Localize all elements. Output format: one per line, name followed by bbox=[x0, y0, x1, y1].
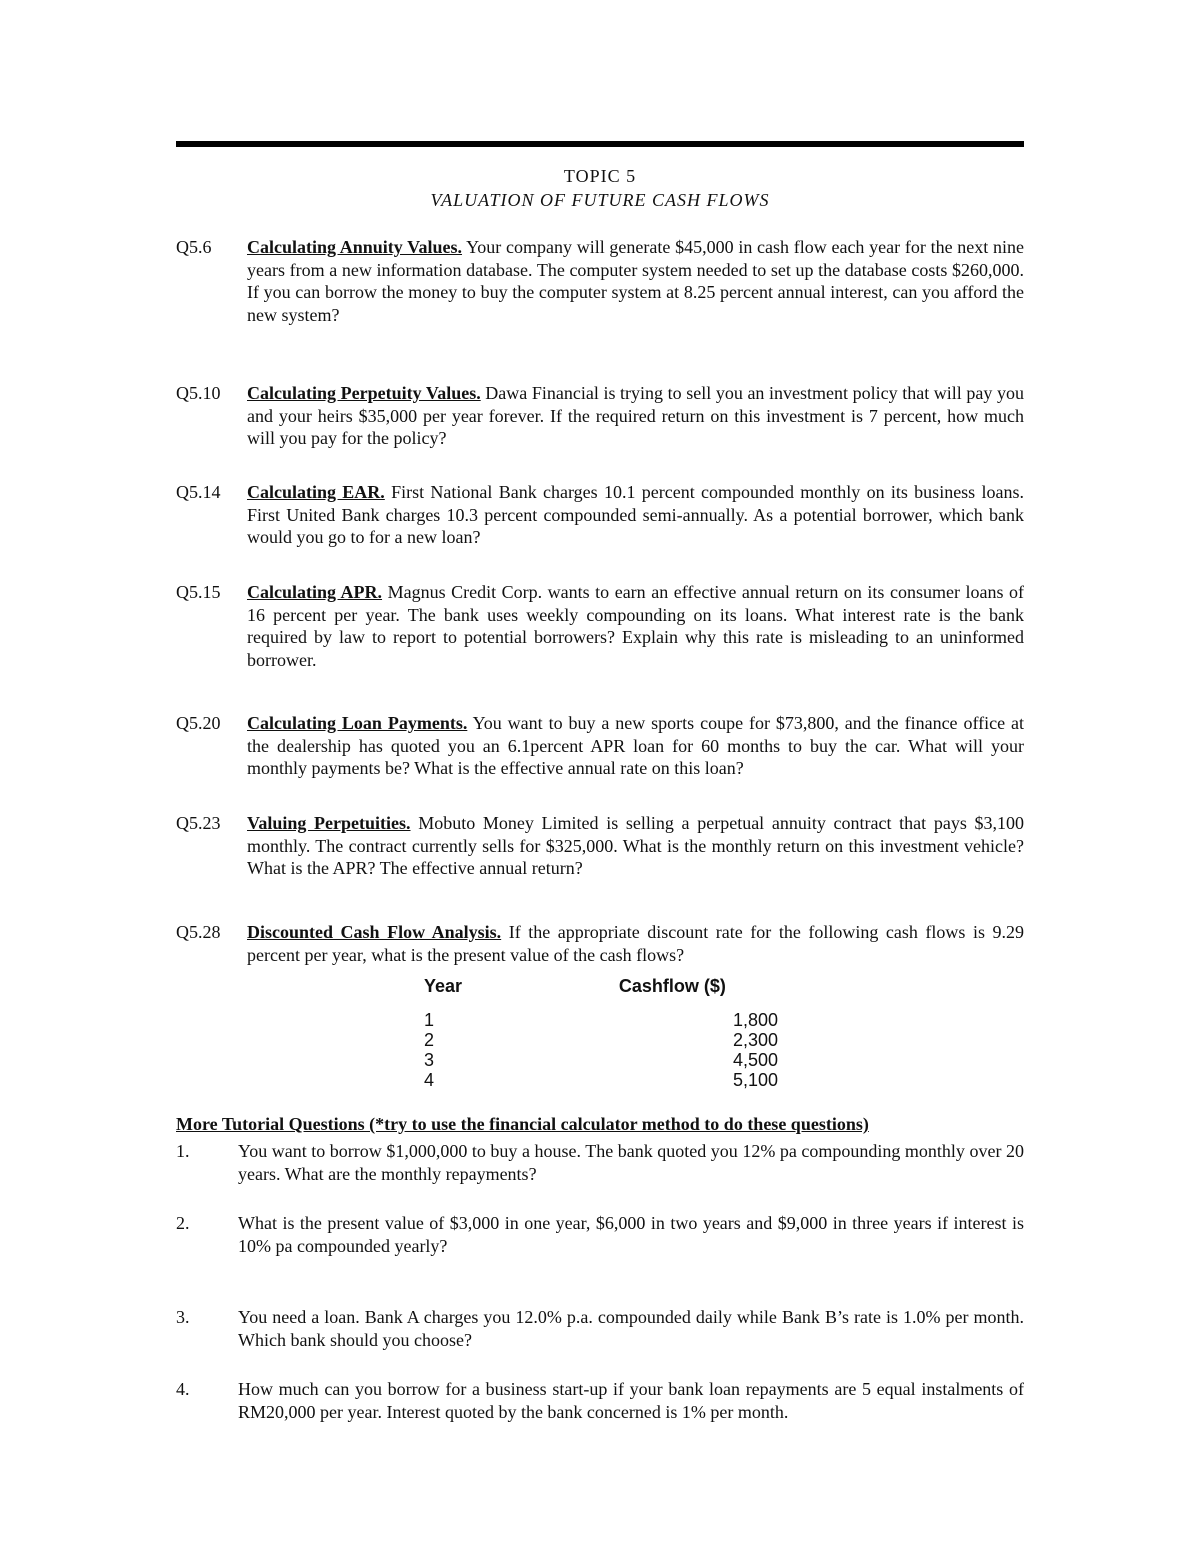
question-text: If the appropriate discount rate for the following cash flows is 9.29 percent per year, what is the present value of the cash flows? bbox=[247, 922, 1024, 965]
question-number: Q5.6 bbox=[176, 237, 212, 257]
cashflow-cell: 1,800 bbox=[732, 1010, 778, 1030]
question-title: Valuing Perpetuities. bbox=[247, 813, 411, 833]
question-body bbox=[247, 812, 1024, 880]
topic-number: TOPIC 5 bbox=[563, 166, 637, 186]
cashflow-cell: 2,300 bbox=[732, 1030, 778, 1050]
table-row bbox=[418, 1030, 778, 1050]
column-header-year: Year bbox=[424, 976, 463, 996]
cashflow-cell: 5,100 bbox=[732, 1070, 778, 1090]
table-row bbox=[418, 1070, 778, 1090]
question-text: Mobuto Money Limited is selling a perpetual annuity contract that pays $3,100 monthly. The contract currently sells for $325,000. What is the monthly return on this investment vehicle? What is the APR? The effective annual return? bbox=[247, 813, 1024, 878]
question-text: Your company will generate $45,000 in cash flow each year for the next nine years from a new information database. The computer system needed to set up the database costs $260,000. If you can borrow the money to buy the computer system at 8.25 percent annual interest, can you afford the new system? bbox=[247, 237, 1024, 325]
year-cell: 4 bbox=[424, 1070, 435, 1090]
question-number: Q5.10 bbox=[176, 383, 221, 403]
tutorial-question-number: 1. bbox=[176, 1141, 190, 1161]
question-title: Discounted Cash Flow Analysis. bbox=[247, 922, 502, 942]
tutorial-question-2 bbox=[176, 1212, 1024, 1257]
tutorial-question-text: How much can you borrow for a business start-up if your bank loan repayments are 5 equal instalments of RM20,000 per year. Interest quoted by the bank concerned is 1% per month. bbox=[238, 1379, 1024, 1422]
tutorial-question-text: What is the present value of $3,000 in one year, $6,000 in two years and $9,000 in three years if interest is 10% pa compounded yearly? bbox=[238, 1213, 1024, 1256]
year-cell: 3 bbox=[424, 1050, 435, 1070]
question-body bbox=[247, 581, 1024, 671]
question-number: Q5.23 bbox=[176, 813, 221, 833]
question-body bbox=[247, 712, 1024, 780]
tutorial-question-number: 4. bbox=[176, 1379, 190, 1399]
question-body bbox=[247, 921, 1024, 966]
question-number: Q5.28 bbox=[176, 922, 221, 942]
tutorial-question-1 bbox=[176, 1140, 1024, 1185]
question-number: Q5.20 bbox=[176, 713, 221, 733]
question-title: Calculating EAR. bbox=[247, 482, 385, 502]
question-title: Calculating Loan Payments. bbox=[247, 713, 468, 733]
table-row bbox=[418, 1010, 778, 1030]
question-title: Calculating APR. bbox=[247, 582, 383, 602]
tutorial-question-text: You want to borrow $1,000,000 to buy a house. The bank quoted you 12% pa compounding monthly over 20 years. What are the monthly repayments? bbox=[238, 1141, 1024, 1184]
year-cell: 2 bbox=[424, 1030, 435, 1050]
tutorial-question-3 bbox=[176, 1306, 1024, 1351]
header-rule bbox=[176, 141, 1024, 147]
cashflow-cell: 4,500 bbox=[732, 1050, 778, 1070]
question-q5-14 bbox=[176, 481, 1024, 549]
tutorial-question-4 bbox=[176, 1378, 1024, 1423]
tutorial-question-number: 3. bbox=[176, 1307, 190, 1327]
question-title: Calculating Annuity Values. bbox=[247, 237, 463, 257]
cashflow-table-header bbox=[418, 976, 778, 1002]
tutorial-question-text: You need a loan. Bank A charges you 12.0% p.a. compounded daily while Bank B’s rate is 1.0% per month. Which bank should you choose? bbox=[238, 1307, 1024, 1350]
question-number: Q5.14 bbox=[176, 482, 221, 502]
question-q5-10 bbox=[176, 382, 1024, 450]
question-q5-6 bbox=[176, 236, 1024, 326]
column-header-cashflow: Cashflow ($) bbox=[618, 976, 726, 996]
question-number: Q5.15 bbox=[176, 582, 221, 602]
question-q5-20 bbox=[176, 712, 1024, 780]
question-text: Magnus Credit Corp. wants to earn an effective annual return on its consumer loans of 16 percent per year. The bank uses weekly compounding on its loans. What interest rate is the bank required by law to report to potential borrowers? Explain why this rate is misleading to an uninformed borrower. bbox=[247, 582, 1024, 670]
question-q5-23 bbox=[176, 812, 1024, 880]
question-text: You want to buy a new sports coupe for $73,800, and the finance office at the dealership has quoted you an 6.1percent APR loan for 60 months to buy the car. What will your monthly payments be? What is the effective annual rate on this loan? bbox=[247, 713, 1024, 778]
question-body bbox=[247, 481, 1024, 549]
question-body bbox=[247, 236, 1024, 326]
year-cell: 1 bbox=[424, 1010, 435, 1030]
table-row bbox=[418, 1050, 778, 1070]
question-title: Calculating Perpetuity Values. bbox=[247, 383, 481, 403]
question-q5-15 bbox=[176, 581, 1024, 671]
more-tutorial-heading: More Tutorial Questions (*try to use the financial calculator method to do these questions) bbox=[176, 1114, 869, 1134]
question-text: Dawa Financial is trying to sell you an investment policy that will pay you and your heirs $35,000 per year forever. If the required return on this investment is 7 percent, how much will you pay for the policy? bbox=[247, 383, 1024, 448]
question-q5-28 bbox=[176, 921, 1024, 966]
question-text: First National Bank charges 10.1 percent compounded monthly on its business loans. First United Bank charges 10.3 percent compounded semi-annually. As a potential borrower, which bank would you go to for a new loan? bbox=[247, 482, 1024, 547]
tutorial-question-number: 2. bbox=[176, 1213, 190, 1233]
question-body bbox=[247, 382, 1024, 450]
cashflow-table bbox=[418, 976, 778, 1090]
topic-title: VALUATION OF FUTURE CASH FLOWS bbox=[430, 190, 770, 210]
